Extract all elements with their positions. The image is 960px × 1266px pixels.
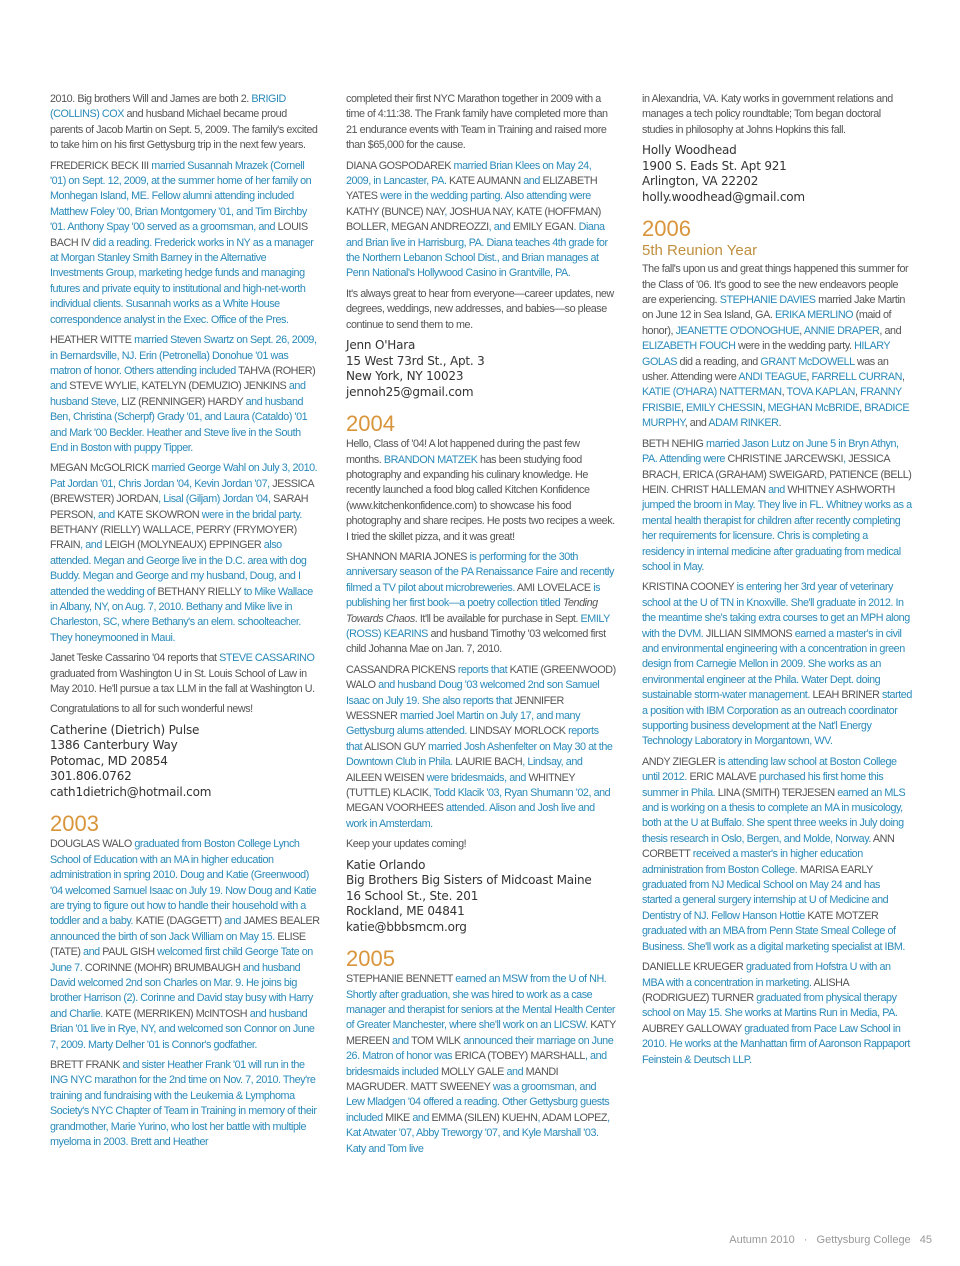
- alumni-name: to Mike Wallace in Albany, NY, on Aug. 7, 2010. Bethany and Mike live in Charleston, SC, where Bethany's an elem. schoolteacher. They honeymooned in Maui.: [50, 585, 313, 644]
- note-text: AUBREY GALLOWAY: [642, 1022, 742, 1035]
- note-text: MATT SWEENEY: [410, 1081, 491, 1093]
- alumni-name: , and: [488, 221, 513, 234]
- class-year-heading: 2006: [642, 216, 691, 242]
- alumni-name: did a reading. Frederick works in NY as a manager at Morgan Stanley Smith Barney in the Alternative Investments Group, marketing hedge funds and managing futures and private equity to institutional and high-net-worth individual clients. Susannah works as a White House correspondence analyst in the Exec. Office of the Pres.: [50, 236, 314, 326]
- class-note: [50, 702, 320, 717]
- alumni-name: announced the birth of son Jack William on May 15.: [50, 930, 278, 943]
- alumni-name: and: [765, 483, 788, 496]
- note-text: KATE (MERRIKEN) McINTOSH: [105, 1007, 248, 1020]
- note-text: did a reading, and: [676, 355, 761, 368]
- alumni-name: was a groomsman, and Lew Mladgen '04 offered a reading. Other Gettysburg guests included: [346, 1081, 610, 1124]
- alumni-name: married Susannah Mrazek (Cornell '01) on Sept. 12, 2009, at the summer home of her family on Monhegan Island, ME. Fellow alumni attending included Matthew Foley '00, Brian Montgomery '01, and Tim Birchby '01. Anthony Spay '00 served as a groomsman, and: [50, 159, 312, 234]
- alumni-name: , Lisal (Giljam) Jordan '04,: [158, 493, 274, 506]
- contact-line: Catherine (Dietrich) Pulse: [50, 722, 200, 737]
- note-text: DIANA GOSPODAREK: [346, 159, 451, 172]
- alumni-name: and: [409, 1111, 432, 1124]
- alumni-name: announced their marriage on June 26. Matron of honor was: [346, 1034, 614, 1063]
- note-text: LEIGH (MOLYNEAUX) EPPINGER: [104, 539, 262, 552]
- reunion-subheading: 5th Reunion Year: [642, 242, 758, 260]
- class-note: [346, 550, 616, 658]
- alumni-name: , Lindsay, and: [522, 756, 583, 769]
- note-text: CHRIST HALLEMAN: [671, 483, 766, 496]
- note-text: ,: [680, 401, 686, 414]
- book-title: Tending Towards Chaos: [346, 597, 598, 625]
- class-note: [642, 262, 912, 431]
- note-text: KATE (HOFFMAN) BOLLER: [346, 205, 601, 234]
- alumni-name: ERIKA MERLINO: [774, 309, 854, 322]
- class-note: [50, 837, 320, 1053]
- alumni-name: ,: [537, 1111, 542, 1124]
- alumni-name: and: [221, 915, 244, 928]
- note-text: LEAH BRINER: [812, 689, 880, 702]
- note-text: LIZ (RENNINGER) HARDY: [121, 395, 244, 408]
- note-text: KATE AUMANN: [449, 175, 521, 188]
- alumni-name: is publishing her first book—a poetry collection titled: [346, 581, 601, 610]
- alumni-name: earned an MLS and is working on a thesis to complete an MA in musicology, both at the U at Buffalo. She spent three weeks in July doing thesis research in Oslo, Bergen, and Molde, Norway.: [642, 786, 906, 845]
- page-footer: [723, 1234, 932, 1246]
- note-text: (maid of honor),: [642, 309, 892, 337]
- alumni-name: BRANDON MATZEK: [383, 453, 478, 466]
- alumni-name: graduated from physical therapy school on May 15. She works at Martins Run in Media, PA.: [642, 991, 898, 1020]
- alumni-name: attended. Alison and Josh live and work in Amsterdam.: [346, 802, 595, 830]
- note-text: HEATHER WITTE: [50, 334, 132, 347]
- class-note: [50, 159, 320, 328]
- note-text: MARISA EARLY: [799, 863, 873, 876]
- note-text: , and: [879, 324, 902, 337]
- contact-line: katie@bbbsmcm.org: [346, 919, 467, 934]
- note-text: ELISE (TATE): [50, 930, 306, 959]
- alumni-name: EMILY (ROSS) KEARINS: [346, 612, 610, 640]
- alumni-name: married Brian Klees on May 24, 2009, in Lancaster, PA.: [346, 159, 592, 188]
- column-right: [642, 92, 912, 1073]
- alumni-name: and sister Heather Frank '01 will run in the ING NYC marathon for the 2nd time on Nov. 7, 2010. They're training and fundraising with the Leukemia & Lymphoma Society's NYC Chapter of Team in Training in memory of their grandmother, Marie Yurino, who lost her battle with multiple myeloma in 2003. Brett and Heather: [50, 1059, 317, 1149]
- note-text: LAURIE BACH: [455, 756, 523, 769]
- class-note: [346, 92, 616, 154]
- class-note: [50, 1058, 320, 1150]
- alumni-name: FARRELL CURRAN: [811, 371, 903, 384]
- note-text: Hello, Class of '04! A lot happened during the past few months.: [346, 438, 580, 466]
- note-text: was an usher. Attending were: [642, 355, 889, 384]
- contact-line: Holly Woodhead: [642, 143, 737, 158]
- note-text: BETH NEHIG: [642, 437, 704, 450]
- alumni-name: married George Wahl on July 3, 2010. Pat Jordan '01, Chris Jordan '04, Kevin Jordan '07,: [50, 462, 318, 490]
- note-text: STEPHANIE BENNETT: [346, 973, 453, 986]
- note-text: PATIENCE (BELL) HEIN: [642, 468, 912, 496]
- alumni-name: and husband Ben, Christina (Scherpf) Grady '01, and Laura (Cataldo) '01 and Mark '00 Beckler. Heather and Steve live in the South End in Boston with puppy Tipper.: [50, 395, 308, 454]
- alumni-name: and: [50, 380, 70, 393]
- note-text: AMI LOVELACE: [516, 581, 591, 594]
- alumni-name: is performing for the 30th anniversary season of the PA Renaissance Faire and recently filmed a TV pilot about microbreweries.: [346, 550, 614, 594]
- alumni-name: ,: [190, 523, 196, 536]
- note-text: WHITNEY ASHWORTH: [787, 483, 895, 496]
- note-text: KATIE (DAGGETT): [135, 915, 222, 928]
- class-note: [346, 159, 616, 282]
- alumni-name: married Jason Lutz on June 5 in Bryn Athyn, PA. Attending were: [642, 437, 899, 466]
- alumni-name: started a position with IBM Corporation as an outreach coordinator supporting business development at the Nat'l Energy Technology Laboratory in Morgantown, WV.: [642, 689, 912, 748]
- note-text: MEGAN ANDREOZZI: [391, 221, 489, 234]
- note-text: JESSICA BRACH: [642, 453, 890, 481]
- note-text: ,: [781, 386, 787, 399]
- note-text: ALISHA (RODRIGUEZ) TURNER: [642, 976, 849, 1004]
- note-text: SARAH PERSON: [50, 493, 309, 521]
- note-text: TAHVA (ROHER): [238, 364, 316, 377]
- contact-line: Potomac, MD 20854: [50, 753, 168, 768]
- alumni-name: and husband Doug '03 welcomed 2nd son Samuel Isaac on July 19. She also reports that: [346, 679, 600, 707]
- alumni-name: is entering her 3rd year of veterinary school at the U of TN in Knoxville. She'll graduate in 2012. In the meantime she's taking extra courses to get an MPH along with the DVM.: [642, 581, 910, 640]
- alumni-name: , and: [92, 508, 118, 521]
- note-text: ANDY ZIEGLER: [642, 755, 716, 768]
- note-text: EMILY EGAN: [513, 221, 574, 234]
- note-text: CORINNE (MOHR) BRUMBAUGH: [84, 961, 241, 974]
- contact-line: 16 School St., Ste. 201: [346, 888, 479, 903]
- class-note: [50, 651, 320, 697]
- note-text: 2010. Big brothers Will and James are both 2.: [50, 93, 252, 105]
- note-text: MIKE: [385, 1111, 410, 1124]
- note-text: The fall's upon us and great things happened this summer for the Class of '06. It's good to see the new endeavors people are experiencing.: [642, 263, 909, 307]
- alumni-name: JEANETTE O'DONOGHUE: [675, 324, 800, 337]
- alumni-name: MEGHAN McBRIDE: [767, 401, 860, 414]
- note-text: LOUIS BACH IV: [50, 221, 308, 249]
- class-note: [642, 755, 912, 955]
- class-note: [346, 972, 616, 1157]
- alumni-name: HILARY GOLAS: [642, 340, 890, 368]
- note-text: PAUL GISH: [102, 946, 155, 959]
- contact-line: jennoh25@gmail.com: [346, 384, 474, 399]
- alumni-name: welcomed first child George Tate on June 7.: [50, 946, 313, 974]
- note-text: MOLLY GALE: [440, 1065, 504, 1078]
- alumni-name: KATIE (O'HARA) NATTERMAN: [642, 386, 782, 399]
- alumni-name: ,: [444, 205, 450, 218]
- note-text: Congratulations to all for such wonderful news!: [50, 703, 253, 716]
- contact-line: Katie Orlando: [346, 857, 426, 872]
- note-text: ,: [806, 371, 812, 384]
- note-text: JESSICA (BREWSTER) JORDAN: [50, 477, 314, 506]
- alumni-name: and husband David welcomed 2nd son Charles on Mar. 9. He joins big brother Harrison (2). Corinne and David stay busy with Harry and Charlie.: [50, 961, 313, 1020]
- note-text: ERICA (TOBEY) MARSHALL: [454, 1050, 585, 1063]
- contact-line: Rockland, ME 04841: [346, 904, 465, 919]
- contact-line: cath1dietrich@hotmail.com: [50, 784, 212, 799]
- note-text: completed their first NYC Marathon together in 2009 with a time of 4:11:38. The Frank family have completed more than 21 endurance events with Team in Training and raised more than $65,000 for the cause.: [346, 93, 608, 152]
- note-text: ANN CORBETT: [642, 832, 895, 861]
- alumni-name: graduated from Boston College Lynch School of Education with an MA in higher education administration in spring 2010. Doug and Katie (Greenwood) '04 welcomed Samuel Isaac on July 19. Now Doug and Katie are trying to figure out how to handle their household with a toddler and a baby.: [50, 838, 317, 928]
- alumni-name: also attended. Megan and George live in the D.C. area with dog Buddy. Megan and George and my husband, Doug, and I attended the wedding of: [50, 539, 307, 598]
- alumni-name: ANDI TEAGUE: [738, 371, 807, 384]
- correspondent-contact: [642, 143, 912, 205]
- contact-line: 15 West 73rd St., Apt. 3: [346, 353, 485, 368]
- alumni-name: and husband Steve,: [50, 380, 306, 408]
- contact-line: holly.woodhead@gmail.com: [642, 189, 805, 204]
- alumni-name: earned an MSW from the U of NH. Shortly after graduation, she was hired to work as a case manager and therapist for seniors at the Mental Health Center of Greater Manchester, where she'll work on an LICSW.: [346, 973, 616, 1032]
- class-note: [642, 580, 912, 749]
- note-text: SHANNON MARIA JONES: [346, 550, 468, 563]
- alumni-name: BRIGID (COLLINS) COX: [50, 93, 286, 121]
- alumni-name: STEVE CASSARINO: [219, 652, 315, 665]
- correspondent-contact: [346, 338, 616, 400]
- alumni-name: ANNIE DRAPER: [803, 324, 880, 337]
- alumni-name: jumped the broom in May. They live in FL. Whitney works as a mental health therapist for children after recently completing her requirements for licensure. Chris is completing a residency in internal medicine after graduating from medical school in May.: [642, 499, 912, 573]
- class-note: [346, 663, 616, 832]
- class-year-heading: 2004: [346, 411, 395, 437]
- note-text: It's always great to hear from everyone—career updates, new degrees, weddings, new addresses, and babies—so please continue to send them to me.: [346, 287, 614, 331]
- note-text: KATELYN (DEMUZIO) JENKINS: [141, 380, 287, 393]
- note-text: . It'll be available for purchase in Sept.: [414, 612, 581, 625]
- alumni-name: graduated with an MBA from Penn State Smeal College of Business. She'll work as a digital marketing specialist at IBM.: [642, 925, 905, 953]
- note-text: were in the wedding party.: [735, 340, 855, 353]
- note-text: FREDERICK BECK III: [50, 159, 149, 172]
- note-text: ,: [762, 401, 768, 414]
- note-text: DOUGLAS WALO: [50, 838, 132, 851]
- contact-line: 1386 Canterbury Way: [50, 738, 178, 753]
- alumni-name: reports that: [455, 663, 510, 676]
- contact-line: Jenn O'Hara: [346, 338, 416, 353]
- note-text: graduated from Washington U in St. Louis School of Law in May 2010. He'll pursue a tax LLM in the fall at Washington U.: [50, 667, 315, 696]
- note-text: ,: [799, 324, 804, 337]
- class-note: [346, 837, 616, 852]
- alumni-name: and: [503, 1065, 526, 1078]
- alumni-name: were bridesmaids, and: [424, 771, 529, 784]
- alumni-name: married Steven Swartz on Sept. 26, 2009, in Bernardsville, NJ. Erin (Petronella) Donohue '01 was matron of honor. Others attending included: [50, 334, 317, 377]
- contact-line: 301.806.0762: [50, 769, 132, 784]
- note-text: married Jake Martin on June 12 in Sea Island, GA.: [642, 294, 905, 322]
- note-text: KATY MEREEN: [346, 1019, 616, 1047]
- alumni-name: ,: [511, 205, 517, 218]
- note-text: ,: [902, 371, 905, 384]
- note-text: BETHANY RIELLY: [157, 585, 242, 598]
- note-text: KRISTINA COONEY: [642, 581, 735, 594]
- publication-name: Gettysburg College: [816, 1234, 911, 1246]
- note-text: ,: [855, 386, 861, 399]
- alumni-name: GRANT McDOWELL: [760, 355, 855, 368]
- correspondent-contact: [346, 858, 616, 936]
- alumni-name: ,: [385, 221, 392, 234]
- note-text: .: [778, 417, 782, 430]
- note-text: ERICA (GRAHAM) SWEIGARD: [682, 468, 825, 481]
- alumni-name: ELIZABETH FOUCH: [642, 340, 736, 353]
- note-text: MEGAN McGOLRICK: [50, 462, 149, 475]
- note-text: STEVE WYLIE: [69, 380, 137, 393]
- alumni-name: , and bridesmaids included: [346, 1050, 607, 1078]
- class-note: [346, 287, 616, 333]
- note-text: KATIE (GREENWOOD) WALO: [346, 663, 616, 692]
- class-note: [642, 960, 912, 1068]
- class-note: [50, 333, 320, 456]
- footer-separator: ·: [803, 1234, 808, 1246]
- note-text: ,: [859, 401, 865, 414]
- class-note: [642, 437, 912, 576]
- note-text: DANIELLE KRUEGER: [642, 961, 744, 974]
- alumni-name: ,: [824, 468, 830, 481]
- contact-line: 1900 S. Eads St. Apt 921: [642, 158, 787, 173]
- class-note: [346, 437, 616, 545]
- alumni-name: received a master's in higher education administration from Boston College.: [642, 848, 863, 876]
- alumni-name: graduated from NJ Medical School on May 24 and has started a general surgery internship at U of Medicine and Dentistry of NJ. Fellow Hanson Hottie: [642, 879, 889, 922]
- note-text: has been studying food photography and expanding his culinary knowledge. He recently launched a food blog called Kitchen Konfidence (www.kitchenkonfidence.com) to showcase his food photography and share recipes. He posts two recipes a week. I tried the skillet pizza, and it was great!: [346, 453, 615, 543]
- note-text: TOM WILK: [411, 1034, 461, 1047]
- note-text: JOSHUA NAY: [449, 205, 512, 218]
- note-text: and husband Timothy '03 welcomed first child Johanna Mae on Jan. 7, 2010.: [346, 627, 606, 656]
- alumni-name: and: [520, 175, 543, 188]
- alumni-name: EMILY CHESSIN: [685, 401, 763, 414]
- note-text: ALISON GUY: [364, 740, 426, 753]
- contact-line: Arlington, VA 22202: [642, 174, 759, 189]
- alumni-name: married Joel Martin on July 17, and many Gettysburg alums attended.: [346, 710, 581, 738]
- alumni-name: BRADICE MURPHY: [642, 401, 910, 430]
- alumni-name: and: [80, 946, 103, 959]
- alumni-name: and: [389, 1034, 412, 1047]
- class-note: [50, 92, 320, 154]
- note-text: ADAM LOPEZ: [541, 1111, 608, 1124]
- note-text: JILLIAN SIMMONS: [705, 627, 793, 640]
- class-year-heading: 2005: [346, 946, 395, 972]
- class-note: [642, 92, 912, 138]
- note-text: PERRY (FRYMOYER) FRAIN: [50, 523, 297, 552]
- alumni-name: ADAM RINKER: [708, 417, 779, 430]
- note-text: BRETT FRANK: [50, 1059, 120, 1072]
- contact-line: New York, NY 10023: [346, 369, 464, 384]
- issue-label: Autumn 2010: [729, 1234, 795, 1246]
- alumni-name: is attending law school at Boston College until 2012.: [642, 755, 897, 784]
- alumni-name: reports that: [346, 725, 599, 753]
- alumni-name: and husband Brian '01 live in Rye, NY, and welcomed son Connor on June 7, 2009. Marty Delher '01 is Connor's godfather.: [50, 1007, 315, 1051]
- alumni-name: were in the wedding parting. Also attending were: [377, 190, 591, 203]
- alumni-name: .: [405, 1081, 411, 1093]
- alumni-name: ,: [136, 380, 142, 393]
- note-text: MEGAN VOORHEES: [346, 802, 444, 815]
- column-middle: [346, 92, 616, 1162]
- note-text: MANDI MAGRUDER: [346, 1065, 559, 1093]
- note-text: LINA (SMITH) TERJESEN: [717, 786, 835, 799]
- alumni-name: earned a master's in civil and environmental engineering with a concentration in green design from Carnegie Mellon in 2009. She works as an environmental engineer at the Phila. Water Dept. doing sustainable storm-water management.: [642, 627, 905, 702]
- note-text: in Alexandria, VA. Katy works in government relations and manages a tech policy roundtable; Tom began doctoral studies in philosophy at Johns Hopkins this fall.: [642, 93, 893, 136]
- note-text: WHITNEY (TUTTLE) KLACIK: [346, 771, 575, 800]
- note-text: KATE MOTZER: [807, 909, 879, 922]
- note-text: EMMA (SILEN) KUEHN: [431, 1111, 538, 1124]
- note-text: LINDSAY MORLOCK: [469, 725, 566, 738]
- class-year-heading: 2003: [50, 811, 99, 837]
- alumni-name: . Diana and Brian live in Harrisburg, PA. Diana teaches 4th grade for the Northern Lebanon School Dist., and Brian manages at Penn National's Hollywood Casino in Grantville, PA.: [346, 221, 608, 280]
- class-note: [50, 461, 320, 646]
- column-left: [50, 92, 320, 1155]
- page-number: 45: [919, 1234, 932, 1246]
- note-text: CHRISTINE JARCEWSKI: [727, 453, 844, 466]
- alumni-name: ,: [677, 468, 683, 481]
- note-text: ERIC MALAVE: [689, 771, 757, 784]
- note-text: JENNIFER WESSNER: [346, 694, 564, 722]
- alumni-name: graduated from Pace Law School in 2010. He works at the Manhattan firm of Aaronson Rappaport Feinstein & Deutsch LLP.: [642, 1022, 910, 1066]
- alumni-name: graduated from Hofstra U with an MBA with a concentration in marketing.: [642, 961, 891, 989]
- contact-line: Big Brothers Big Sisters of Midcoast Maine: [346, 873, 592, 888]
- note-text: and husband Michael became proud parents of Jacob Martin on Sept. 5, 2009. The family's excited to take him on his first Gettysburg trip in the next few years.: [50, 108, 318, 152]
- alumni-name: married Josh Ashenfelter on May 30 at the Downtown Club in Phila.: [346, 740, 613, 769]
- note-text: CASSANDRA PICKENS: [346, 663, 456, 676]
- alumni-name: , Kat Atwater '07, Abby Treworgy '07, and Kyle Marshall '03. Katy and Tom live: [346, 1111, 610, 1155]
- correspondent-contact: [50, 723, 320, 801]
- note-text: , and: [684, 417, 709, 430]
- note-text: JAMES BEALER: [243, 915, 320, 928]
- alumni-name: TOVA KAPLAN: [786, 386, 855, 399]
- note-text: KATHY (BUNCE) NAY: [346, 205, 445, 218]
- alumni-name: ,: [843, 453, 849, 466]
- note-text: Janet Teske Cassarino '04 reports that: [50, 652, 220, 665]
- alumni-name: FRANNY FRISBIE: [642, 386, 902, 414]
- alumni-name: , Todd Klacik '03, Ryan Shumann '02, and: [428, 787, 611, 800]
- alumni-name: , and: [80, 539, 105, 552]
- note-text: Keep your updates coming!: [346, 838, 467, 851]
- alumni-name: purchased his first home this summer in Phila.: [642, 771, 884, 799]
- note-text: ELIZABETH YATES: [346, 175, 598, 203]
- note-text: AILEEN WEISEN: [346, 771, 425, 784]
- note-text: BETHANY (RIELLY) WALLACE: [50, 523, 191, 536]
- note-text: KATE SKOWRON: [117, 508, 200, 521]
- alumni-name: STEPHANIE DAVIES: [719, 294, 816, 307]
- alumni-name: .: [666, 483, 672, 496]
- alumni-name: were in the bridal party.: [199, 508, 302, 521]
